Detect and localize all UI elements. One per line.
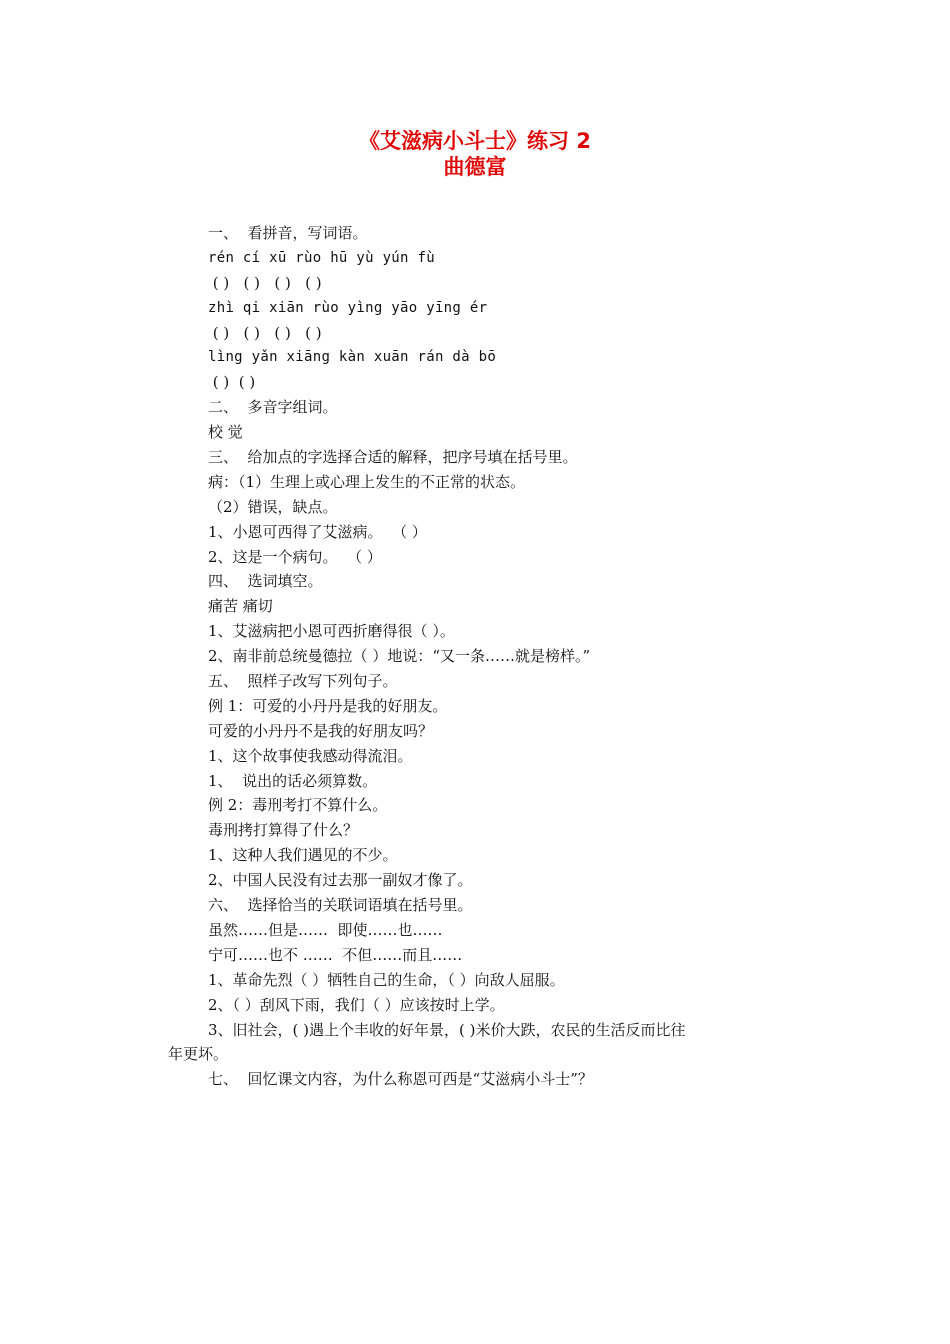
page-title: 《艾滋病小斗士》练习 2 bbox=[359, 129, 591, 153]
answer-blanks: ( ) ( ) bbox=[208, 373, 256, 392]
answer-blanks: ( ) ( ) ( ) ( ) bbox=[208, 273, 322, 292]
section-heading: 五、 照样子改写下列句子。 bbox=[208, 672, 398, 691]
section-heading: 一、 看拼音，写词语。 bbox=[208, 224, 368, 242]
exercise-line: 例 1：可爱的小丹丹是我的好朋友。 bbox=[208, 696, 448, 715]
exercise-line: 宁可……也不 …… 不但……而且…… bbox=[208, 945, 463, 964]
section-heading: 四、 选词填空。 bbox=[208, 572, 323, 591]
exercise-line: 校 觉 bbox=[208, 423, 243, 442]
exercise-line: 虽然……但是…… 即使……也…… bbox=[208, 920, 443, 939]
section-heading: 三、 给加点的字选择合适的解释，把序号填在括号里。 bbox=[208, 448, 578, 467]
exercise-line: 2、中国人民没有过去那一副奴才像了。 bbox=[208, 871, 473, 890]
exercise-line: 1、小恩可西得了艾滋病。 （ ） bbox=[208, 522, 427, 541]
exercise-line: 例 2：毒刑考打不算什么。 bbox=[208, 796, 388, 815]
section-heading: 二、 多音字组词。 bbox=[208, 398, 338, 417]
exercise-line: 痛苦 痛切 bbox=[208, 597, 273, 616]
title-block bbox=[0, 128, 950, 180]
answer-blanks: ( ) ( ) ( ) ( ) bbox=[208, 323, 322, 342]
exercise-line: 2、这是一个病句。 （ ） bbox=[208, 547, 382, 566]
exercise-line: 毒刑拷打算得了什么？ bbox=[208, 821, 359, 840]
exercise-line: （2）错误，缺点。 bbox=[208, 497, 338, 516]
author-name: 曲德富 bbox=[443, 155, 507, 179]
pinyin-line: lìng yǎn xiāng kàn xuān rán dà bō bbox=[208, 349, 497, 366]
pinyin-line: rén cí xū rùo hū yù yún fù bbox=[208, 249, 435, 266]
exercise-line: 2、南非前总统曼德拉（ ）地说：“又一条……就是榜样。” bbox=[208, 647, 591, 666]
pinyin-line: zhì qi xiān rùo yìng yāo yīng ér bbox=[208, 299, 488, 316]
section-heading: 六、 选择恰当的关联词语填在括号里。 bbox=[208, 896, 473, 915]
exercise-line: 1、这个故事使我感动得流泪。 bbox=[208, 746, 413, 765]
exercise-line: 1、艾滋病把小恩可西折磨得很（ ）。 bbox=[208, 622, 455, 641]
exercise-line: 1、革命先烈（ ）牺牲自己的生命，（ ）向敌人屈服。 bbox=[208, 970, 565, 989]
exercise-line: 1、这种人我们遇见的不少。 bbox=[208, 846, 398, 865]
section-heading: 七、 回忆课文内容，为什么称恩可西是“艾滋病小斗士”？ bbox=[208, 1070, 593, 1089]
exercise-line-continuation: 年更坏。 bbox=[168, 1045, 229, 1064]
exercise-line: 2、（ ）刮风下雨，我们（ ）应该按时上学。 bbox=[208, 995, 505, 1014]
exercise-line: 病：（1）生理上或心理上发生的不正常的状态。 bbox=[208, 472, 526, 491]
exercise-line: 可爱的小丹丹不是我的好朋友吗？ bbox=[208, 721, 434, 740]
exercise-body bbox=[168, 221, 788, 1092]
exercise-line: 3、旧社会，( )遇上个丰收的好年景，( )米价大跌，农民的生活反而比往 bbox=[208, 1020, 686, 1039]
exercise-line: 1、 说出的话必须算数。 bbox=[208, 771, 378, 790]
